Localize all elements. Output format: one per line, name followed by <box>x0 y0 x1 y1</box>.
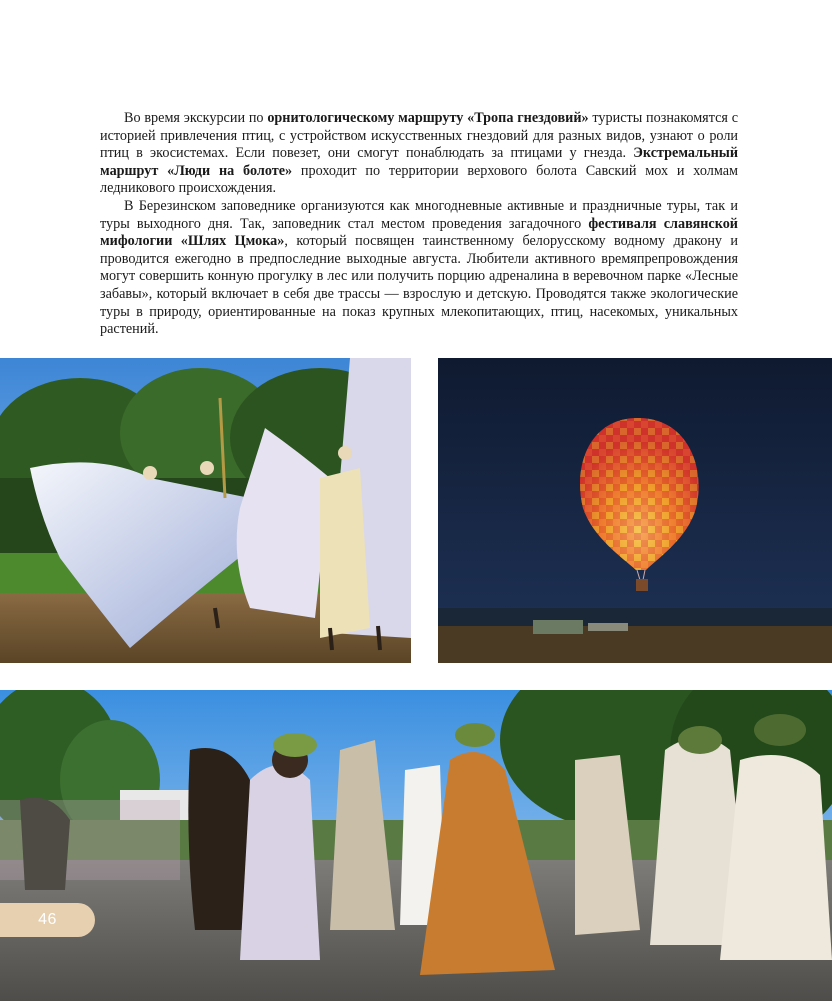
text-run: , который посвящен таинственному белорусскому водному дракону и проводится ежегодно в предпоследние выходные августа. Любители активного времяпрепровождения могут совершить конную прогулку в лес или получить порцию адреналина в веревочном парке «Лесные забавы», который включает в себя две трассы — взрослую и детскую. Проводятся также экологические туры в природу, ориентированные на показ крупных млекопитающих, птиц, насекомых, уникальных растений. <box>100 233 739 338</box>
text-run: Во время экскурсии по <box>124 110 268 126</box>
photo-stilt-walkers <box>0 358 411 663</box>
paragraph-routes <box>100 110 738 198</box>
route-name-bog: Экстремальный маршрут «Люди на болоте» <box>100 145 738 179</box>
article-text <box>100 110 738 339</box>
photo-hot-air-balloon <box>438 358 832 663</box>
route-name-bird-trail: орнитологическому маршруту «Тропа гнездовий» <box>267 110 589 126</box>
page-number: 46 <box>38 911 57 928</box>
festival-name: фестиваля славянской мифологии «Шлях Цмока» <box>100 215 738 250</box>
page-number-tab <box>0 903 95 937</box>
text-run: В Березинском заповеднике организуются как многодневные активные и праздничные туры, так и туры выходного дня. Так, заповедник стал местом проведения загадочного <box>100 197 738 232</box>
text-run: туристы познакомятся с историей привлечения птиц, с устройством искусственных гнездовий для разных видов, узнают о роли птиц в экосистемах. Если повезет, они смогут понаблюдать за птицами у гнезда. <box>100 110 738 162</box>
photo-festival-procession <box>0 690 832 1001</box>
text-run: проходит по территории верхового болота Савский мох и холмам ледникового происхождения. <box>100 162 738 197</box>
paragraph-tours <box>100 198 738 339</box>
